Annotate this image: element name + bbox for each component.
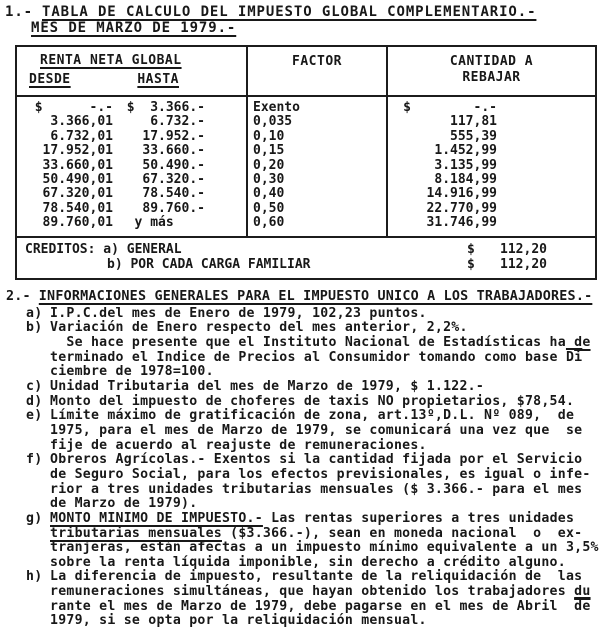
cell-factor: Exento <box>248 97 388 115</box>
section2-number: 2.- <box>6 288 31 304</box>
text-line: rior a tres unidades tributarias mensuales ($ 3.366.- para el mes <box>50 481 583 497</box>
cell-hasta: 33.660.- <box>142 143 205 159</box>
cell-hasta: $ 3.366.- <box>126 100 205 115</box>
cell-factor: 0,20 <box>248 159 388 173</box>
cell-renta <box>17 187 248 201</box>
cell-factor: 0,40 <box>248 187 388 201</box>
section1-title-line2: MES DE MARZO DE 1979.- <box>31 20 237 36</box>
item-text <box>50 453 591 512</box>
cell-factor: 0,15 <box>248 144 388 158</box>
creditos-b-amount: 112,20 <box>500 257 547 273</box>
section1-number: 1.- <box>5 4 33 20</box>
cell-renta <box>17 115 248 129</box>
text-line: ciembre de 1978=100. <box>50 364 214 380</box>
item-text <box>50 409 582 453</box>
cell-desde: $ -.- <box>34 100 113 115</box>
item-text <box>50 321 591 380</box>
creditos-line-b <box>25 257 595 273</box>
cell-cantidad: 555,39 <box>450 128 497 144</box>
cell-cantidad: 31.746,99 <box>426 215 497 231</box>
section2-items <box>26 307 611 629</box>
text-line: La diferencia de impuesto, resultante de la reliquidación de las <box>50 569 583 585</box>
cell-hasta: 89.760.- <box>142 200 205 216</box>
creditos-a-label <box>25 242 467 258</box>
tax-table <box>15 45 597 280</box>
col-header-renta-neta-global: RENTA NETA GLOBAL <box>40 53 182 68</box>
text-line: sobre la renta líquida imponible, sin derecho a crédito alguno. <box>50 554 566 570</box>
cell-factor: 0,10 <box>248 130 388 144</box>
cell-cantidad: $ -.- <box>403 100 497 115</box>
text-line: MONTO MINIMO DE IMPUESTO.- Las rentas superiores a tres unidades <box>50 510 575 526</box>
creditos-line-a <box>25 242 595 258</box>
item-letter: g) <box>26 510 43 526</box>
text-line: Obreros Agrícolas.- Exentos si la cantidad fijada por el Servicio <box>50 452 583 468</box>
cell-hasta: 50.490.- <box>142 157 205 173</box>
col-subheaders <box>29 72 179 87</box>
text-line: Se hace presente que el Instituto Nacional de Estadísticas ha de <box>50 334 591 350</box>
cell-renta <box>17 202 248 216</box>
cell-renta <box>17 144 248 158</box>
header-factor <box>248 47 388 95</box>
item-letter: c) <box>26 378 43 394</box>
list-item <box>26 321 611 380</box>
item-letter: e) <box>26 408 43 424</box>
cell-renta <box>17 173 248 187</box>
text-line: remuneraciones simultáneas, que hayan obtenido los trabajadores du <box>50 584 591 600</box>
cell-cantidad: 8.184,99 <box>434 172 497 188</box>
text-line: rante el mes de Marzo de 1979, debe pagarse en el mes de Abril $\overline{de}$ <box>50 598 591 614</box>
creditos-label: CREDITOS: <box>25 241 96 257</box>
cell-factor: 0,50 <box>248 202 388 216</box>
cell-desde: 78.540,01 <box>42 200 113 216</box>
table-row <box>17 159 595 173</box>
col-header-hasta: HASTA <box>137 72 179 87</box>
cell-desde: 50.490,01 <box>42 172 113 188</box>
cell-renta <box>17 97 248 115</box>
item-text <box>50 512 599 571</box>
text-line: Límite máximo de gratificación de zona, art.13º,D.L. Nº 089, de <box>50 408 575 424</box>
text-line: 1979, si se opta por la reliquidación mensual. <box>50 613 427 629</box>
list-item <box>26 512 611 571</box>
table-header <box>17 47 595 97</box>
cell-renta <box>17 216 248 235</box>
cell-cantidad: 22.770,99 <box>426 200 497 216</box>
text-line: de Marzo de 1979). <box>50 496 198 512</box>
item-text <box>50 380 484 395</box>
text-line: tributarias mensuales ($3.366.-), sean en moneda nacional o ex- <box>50 525 583 541</box>
cell-cantidad: 14.916,99 <box>426 186 497 202</box>
section1-heading <box>5 5 611 20</box>
section2-heading <box>6 289 611 304</box>
table-row <box>17 144 595 158</box>
text-line: terminado el Indice de Precios al Consumidor tomando como base $\overline{Di}$ <box>50 349 583 365</box>
text-line: Monto del impuesto de choferes de taxis NO propietarios, $78,54. <box>50 393 575 409</box>
list-item <box>26 570 611 629</box>
cell-desde: 33.660,01 <box>42 157 113 173</box>
cell-renta <box>17 159 248 173</box>
cell-cantidad: 3.135,99 <box>434 157 497 173</box>
cell-desde: 17.952,01 <box>42 143 113 159</box>
col-header-cantidad-line2: REBAJAR <box>462 70 521 85</box>
cell-hasta: 67.320.- <box>142 172 205 188</box>
text-line: Unidad Tributaria del mes de Marzo de 1979, $ 1.122.- <box>50 378 485 394</box>
cell-factor: 0,035 <box>248 115 388 129</box>
table-body <box>17 97 595 238</box>
col-header-desde: DESDE <box>29 72 71 87</box>
text-line: tranjeras, están afectas a un impuesto mínimo equivalente a un 3,5% <box>50 540 599 556</box>
text-line: Variación de Enero respecto del mes anterior, 2,2%. <box>50 320 468 336</box>
text-line: de Seguro Social, para los efectos previsionales, es igual o infe- <box>50 466 591 482</box>
text-line: fije de acuerdo al reajuste de remuneraciones. <box>50 437 427 453</box>
cell-factor: 0,30 <box>248 173 388 187</box>
table-row <box>17 130 595 144</box>
section2-title: INFORMACIONES GENERALES PARA EL IMPUESTO UNICO A LOS TRABAJADORES.- <box>38 288 593 304</box>
cell-cantidad: 1.452,99 <box>434 143 497 159</box>
item-letter: h) <box>26 569 43 585</box>
cell-desde: 67.320,01 <box>42 186 113 202</box>
cell-hasta: 17.952.- <box>142 128 205 144</box>
item-letter: b) <box>26 320 43 336</box>
col-header-factor: FACTOR <box>292 54 342 69</box>
table-row <box>17 173 595 187</box>
cell-renta <box>17 130 248 144</box>
section1-heading-line2 <box>31 21 611 36</box>
table-row <box>17 115 595 129</box>
header-renta-neta-global <box>17 47 248 95</box>
list-item <box>26 453 611 512</box>
table-row <box>17 97 595 115</box>
cell-hasta: 6.732.- <box>150 114 205 130</box>
col-header-cantidad-line1: CANTIDAD A <box>449 54 534 69</box>
creditos-section <box>17 238 595 278</box>
text-line: 1975, para el mes de Marzo de 1979, se comunicará una vez que se <box>50 422 583 438</box>
creditos-b-text: b) POR CADA CARGA FAMILIAR <box>107 257 311 273</box>
header-cantidad <box>388 47 595 95</box>
section1-title-line1: TABLA DE CALCULO DEL IMPUESTO GLOBAL COMPLEMENTARIO.- <box>42 4 537 20</box>
table-row <box>17 216 595 235</box>
cell-hasta: y más <box>134 215 205 231</box>
creditos-a-amount: 112,20 <box>500 241 547 257</box>
currency-sign: $ <box>467 241 475 257</box>
currency-sign: $ <box>467 257 475 273</box>
table-row <box>17 202 595 216</box>
cell-hasta: 78.540.- <box>142 186 205 202</box>
item-letter: d) <box>26 393 43 409</box>
cell-cantidad: 117,81 <box>450 114 497 130</box>
item-letter: f) <box>26 452 43 468</box>
cell-desde: 3.366,01 <box>50 114 113 130</box>
text-line: I.P.C.del mes de Enero de 1979, 102,23 puntos. <box>50 305 427 321</box>
list-item <box>26 409 611 453</box>
creditos-a-text: a) GENERAL <box>103 241 182 257</box>
list-item <box>26 380 611 395</box>
table-row <box>17 187 595 201</box>
item-letter: a) <box>26 305 43 321</box>
cell-factor: 0,60 <box>248 216 388 235</box>
item-text <box>50 570 591 629</box>
cell-desde: 89.760,01 <box>42 215 113 231</box>
cell-desde: 6.732,01 <box>50 128 113 144</box>
